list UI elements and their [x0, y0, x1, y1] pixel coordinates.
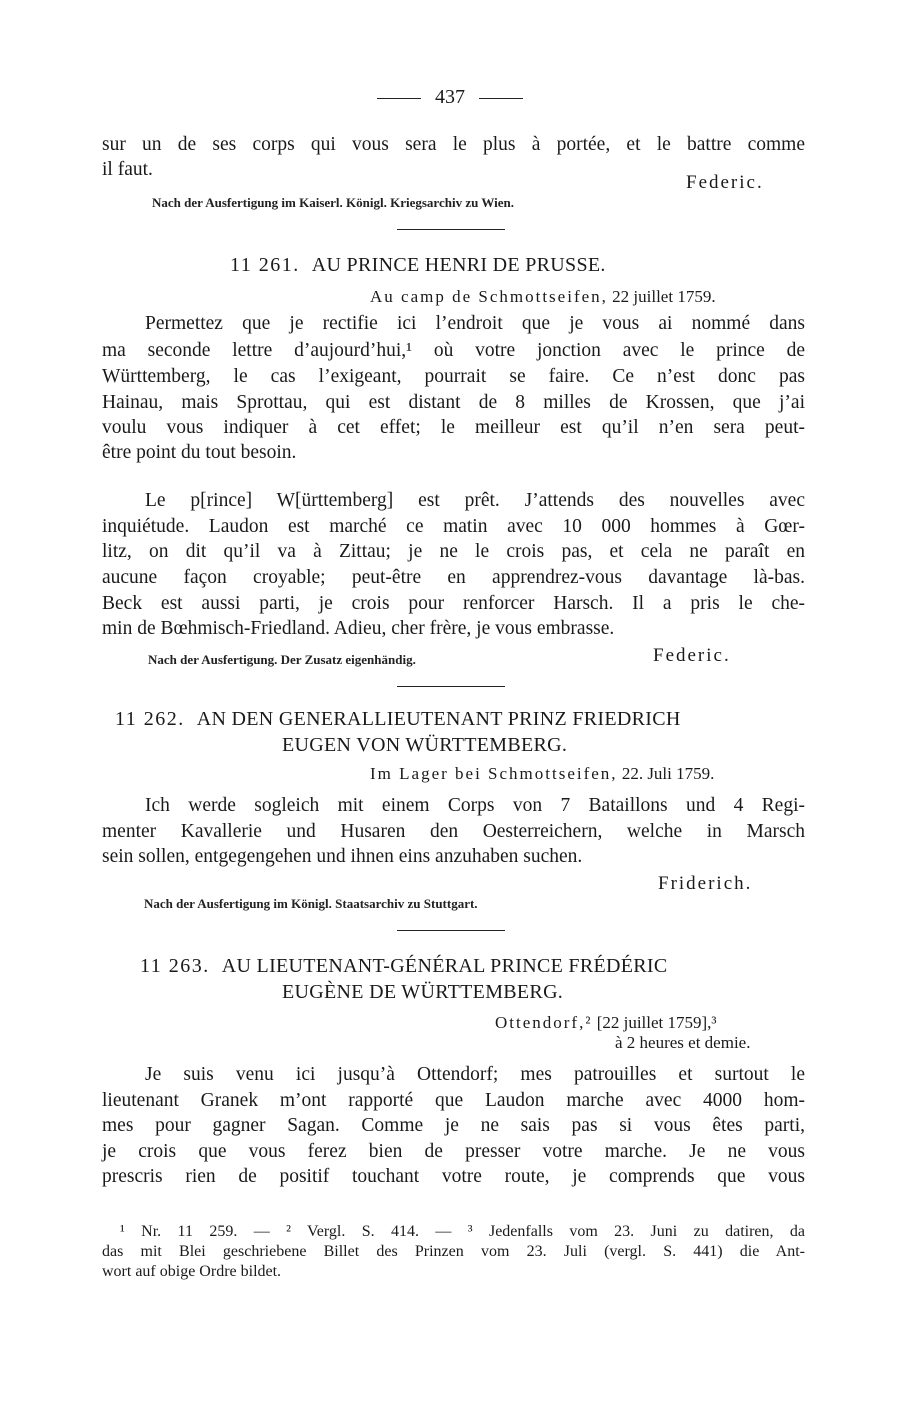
body-line: être point du tout besoin.	[102, 442, 297, 463]
dateline	[370, 764, 714, 784]
body-line: il faut.	[102, 159, 153, 180]
body-line: sein sollen, entgegengehen und ihnen eins anzuhaben suchen.	[102, 846, 583, 867]
letter-number: 11 263.	[140, 955, 210, 977]
page-number-dash-right	[479, 98, 523, 99]
body-line: Hainau, mais Sprottau, qui est distant de 8 milles de Krossen, que j’ai	[102, 392, 805, 413]
body-line: mes pour gagner Sagan. Comme je ne sais pas si vous êtes parti,	[102, 1115, 805, 1136]
body-line: prescris rien de positif touchant votre route, je comprends que vous	[102, 1166, 805, 1187]
section-divider	[397, 930, 505, 931]
footnote-line: wort auf obige Ordre bildet.	[102, 1263, 282, 1280]
section-divider	[397, 229, 505, 230]
footnote-line: ¹ Nr. 11 259. — ² Vergl. S. 414. — ³ Jedenfalls vom 23. Juni zu datiren, da	[120, 1223, 805, 1240]
body-line: sur un de ses corps qui vous sera le plus à portée, et le battre comme	[102, 134, 805, 155]
source-note: Nach der Ausfertigung im Kaiserl. Königl. Kriegsarchiv zu Wien.	[152, 195, 514, 210]
section-divider	[397, 686, 505, 687]
letter-title: AU LIEUTENANT-GÉNÉRAL PRINCE FRÉDÉRIC	[221, 955, 668, 977]
page-number: 437	[0, 86, 900, 109]
signature: Friderich.	[658, 873, 753, 894]
footnote-line: das mit Blei geschriebene Billet des Prinzen vom 23. Juli (vergl. S. 441) die Ant-	[102, 1243, 805, 1260]
body-line: Le p[rince] W[ürttemberg] est prêt. J’attends des nouvelles avec	[145, 490, 805, 511]
letter-number: 11 262.	[115, 708, 185, 730]
body-line: voulu vous indiquer à cet effet; le meilleur est qu’il n’en sera peut-	[102, 417, 805, 438]
page-number-dash-left	[377, 98, 421, 99]
letter-title: AU PRINCE HENRI DE PRUSSE.	[311, 254, 606, 276]
letter-heading	[115, 708, 681, 731]
body-line: Ich werde sogleich mit einem Corps von 7 Bataillons und 4 Regi-	[145, 795, 805, 816]
dateline-time: à 2 heures et demie.	[615, 1033, 751, 1052]
dateline-date: [22 juillet 1759],³	[596, 1013, 717, 1032]
body-line: Württemberg, le cas l’exigeant, pourrait se faire. Ce n’est donc pas	[102, 366, 805, 387]
letter-title: AN DEN GENERALLIEUTENANT PRINZ FRIEDRICH	[196, 708, 681, 730]
dateline-place: Au camp de Schmottseifen,	[370, 287, 608, 306]
body-line: min de Bœhmisch-Friedland. Adieu, cher frère, je vous embrasse.	[102, 618, 615, 639]
body-line: inquiétude. Laudon est marché ce matin avec 10 000 hommes à Gœr-	[102, 516, 805, 537]
letter-title-line: EUGEN VON WÜRTTEMBERG.	[282, 734, 568, 756]
signature: Federic.	[653, 645, 731, 666]
source-note: Nach der Ausfertigung. Der Zusatz eigenhändig.	[148, 652, 416, 667]
body-line: menter Kavallerie und Husaren den Oesterreichern, welche in Marsch	[102, 821, 805, 842]
letter-heading	[140, 955, 667, 978]
dateline	[370, 287, 716, 307]
dateline-date: 22. Juli 1759.	[621, 764, 715, 783]
body-line: Je suis venu ici jusqu’à Ottendorf; mes patrouilles et surtout le	[145, 1064, 805, 1085]
body-line: lieutenant Granek m’ont rapporté que Laudon marche avec 4000 hom-	[102, 1090, 805, 1111]
dateline-place: Im Lager bei Schmottseifen,	[370, 764, 618, 783]
letter-number: 11 261.	[230, 254, 300, 276]
body-line: ma seconde lettre d’aujourd’hui,¹ où votre jonction avec le prince de	[102, 340, 805, 361]
body-line: Beck est aussi parti, je crois pour renforcer Harsch. Il a pris le che-	[102, 593, 805, 614]
dateline-date: 22 juillet 1759.	[612, 287, 716, 306]
body-line: litz, on dit qu’il va à Zittau; je ne le crois pas, et cela ne paraît en	[102, 541, 805, 562]
dateline-place: Ottendorf,²	[495, 1013, 593, 1032]
source-note: Nach der Ausfertigung im Königl. Staatsarchiv zu Stuttgart.	[144, 896, 478, 911]
body-line: Permettez que je rectifie ici l’endroit que je vous ai nommé dans	[145, 313, 805, 334]
letter-heading	[230, 254, 606, 277]
body-line: je crois que vous ferez bien de presser votre marche. Je ne vous	[102, 1141, 805, 1162]
letter-title-line: EUGÈNE DE WÜRTTEMBERG.	[282, 981, 564, 1003]
signature: Federic.	[686, 172, 764, 193]
dateline	[495, 1013, 717, 1033]
body-line: aucune façon croyable; peut-être en apprendrez-vous davantage là-bas.	[102, 567, 805, 588]
